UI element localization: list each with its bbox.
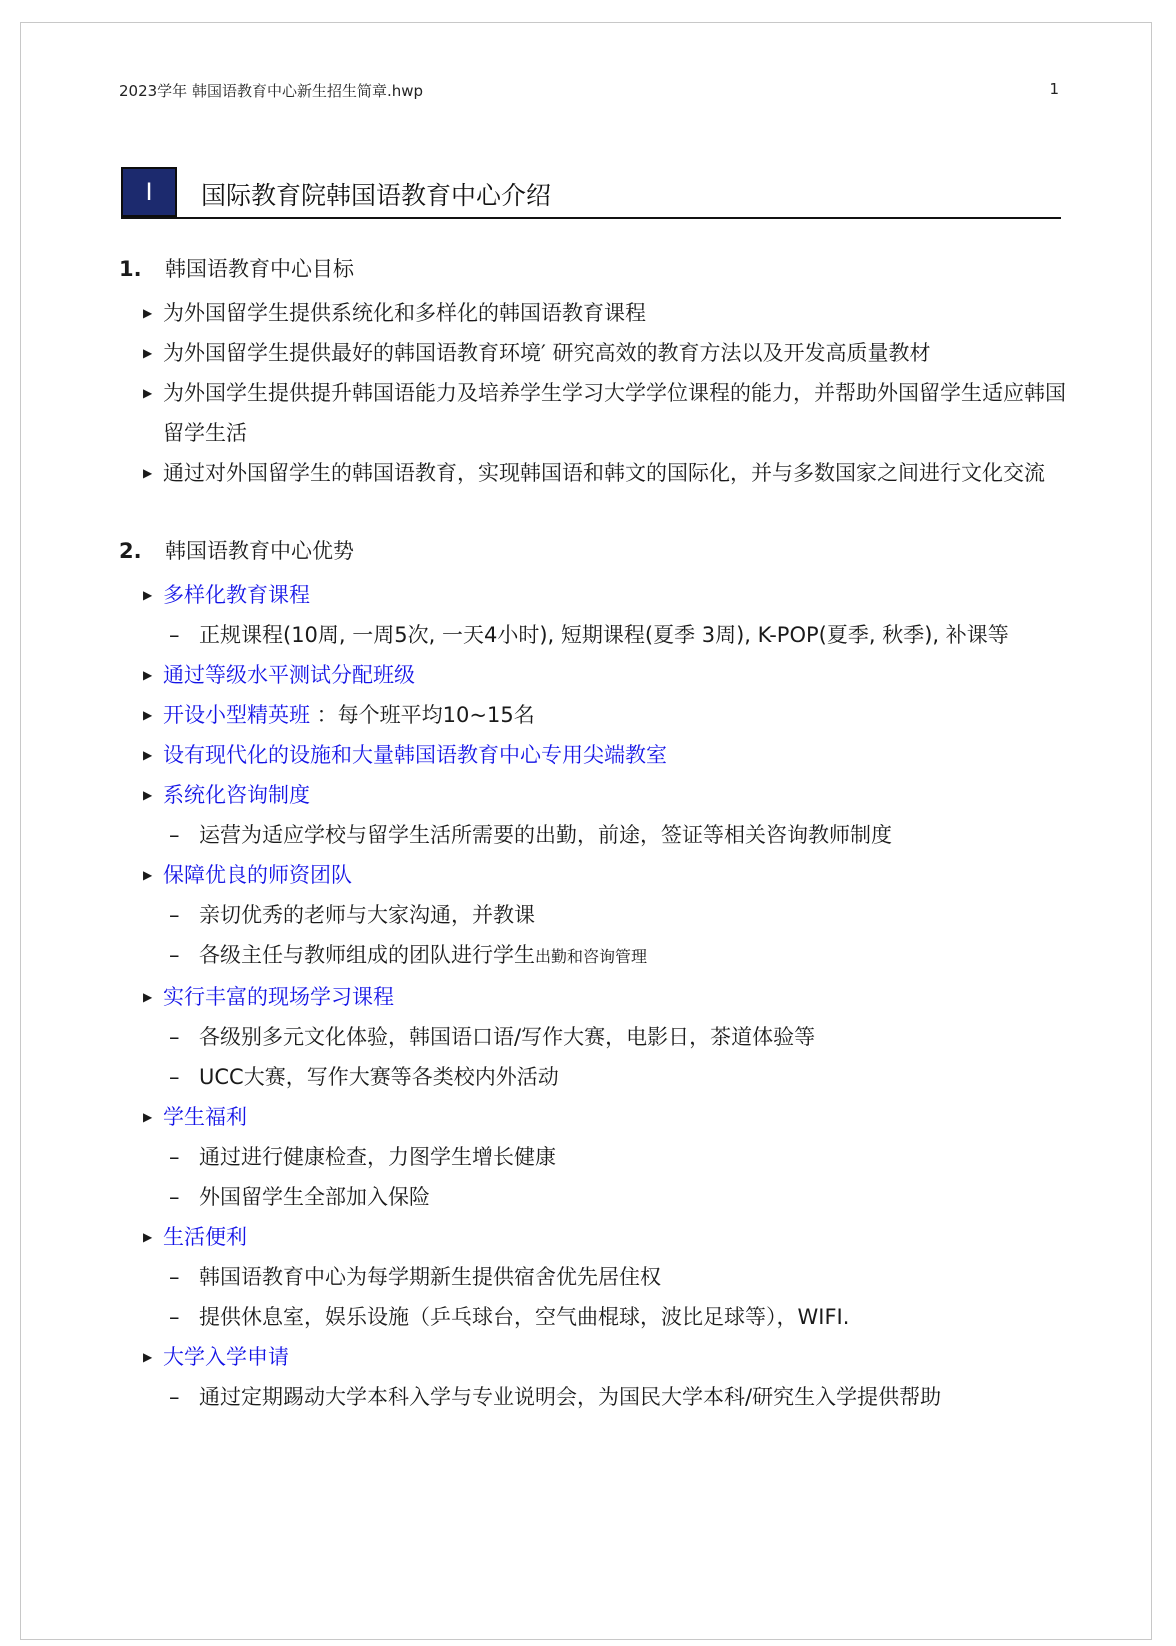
- advantages-heading: [119, 535, 1079, 575]
- advantage-detail-text: 外国留学生全部加入保险: [199, 1185, 430, 1209]
- triangle-bullet-icon: ▶: [143, 788, 153, 802]
- advantage-detail-text: 各级别多元文化体验，韩国语口语/写作大赛，电影日，茶道体验等: [199, 1025, 816, 1049]
- triangle-bullet-icon: ▶: [143, 588, 153, 602]
- advantage-heading: 大学入学申请: [163, 1345, 289, 1369]
- advantage-detail-text: 运营为适应学校与留学生活所需要的出勤，前途，签证等相关咨询教师制度: [199, 823, 892, 847]
- goal-item-text: 为外国留学生提供最好的韩国语教育环境′ 研究高效的教育方法以及开发高质量教材: [163, 341, 931, 365]
- dash-bullet-icon: –: [169, 1385, 180, 1409]
- advantage-detail: [169, 1177, 1079, 1217]
- section-heading: [121, 167, 1061, 219]
- advantage-detail: [169, 815, 1079, 855]
- triangle-bullet-icon: ▶: [143, 1110, 153, 1124]
- advantage-heading: 多样化教育课程: [163, 583, 310, 607]
- advantage-detail-text: 亲切优秀的老师与大家沟通，并教课: [199, 903, 535, 927]
- advantage-detail-text: 通过进行健康检查，力图学生增长健康: [199, 1145, 556, 1169]
- goal-item: [143, 293, 1079, 333]
- advantage-heading: 学生福利: [163, 1105, 247, 1129]
- dash-bullet-icon: –: [169, 1025, 180, 1049]
- section-title: 国际教育院韩国语教育中心介绍: [201, 181, 552, 210]
- advantage-detail: [169, 615, 1079, 655]
- goals-number: 1.: [119, 257, 142, 281]
- advantage-heading: 保障优良的师资团队: [163, 863, 352, 887]
- triangle-bullet-icon: ▶: [143, 708, 153, 722]
- goal-item: [143, 373, 1079, 453]
- dash-bullet-icon: –: [169, 1265, 180, 1289]
- advantage-detail: [169, 1297, 1079, 1337]
- triangle-bullet-icon: ▶: [143, 306, 153, 320]
- advantage-item: [143, 977, 1079, 1017]
- advantage-heading: 设有现代化的设施和大量韩国语教育中心专用尖端教室: [163, 743, 667, 767]
- dash-bullet-icon: –: [169, 623, 180, 647]
- advantage-item: [143, 575, 1079, 615]
- advantage-detail-text: UCC大赛，写作大赛等各类校内外活动: [199, 1065, 559, 1089]
- advantage-item: [143, 775, 1079, 815]
- advantage-heading: 通过等级水平测试分配班级: [163, 663, 415, 687]
- advantage-suffix: ：每个班平均10~15名: [310, 703, 535, 727]
- advantage-detail-text: 韩国语教育中心为每学期新生提供宿舍优先居住权: [199, 1265, 661, 1289]
- advantage-detail: [169, 1377, 1079, 1417]
- triangle-bullet-icon: ▶: [143, 386, 153, 400]
- advantage-detail: [169, 935, 1079, 977]
- advantage-item: [143, 855, 1079, 895]
- dash-bullet-icon: –: [169, 1305, 180, 1329]
- advantage-detail-text: 正规课程(10周, 一周5次, 一天4小时), 短期课程(夏季 3周), K-POP(夏季, 秋季), 补课等: [199, 623, 1009, 647]
- triangle-bullet-icon: ▶: [143, 668, 153, 682]
- advantage-heading: 系统化咨询制度: [163, 783, 310, 807]
- advantage-detail: [169, 1257, 1079, 1297]
- header-page-number: 1: [1049, 80, 1059, 98]
- advantage-item: [143, 735, 1079, 775]
- advantage-detail: [169, 1017, 1079, 1057]
- advantage-detail: [169, 1137, 1079, 1177]
- goal-item: [143, 333, 1079, 373]
- dash-bullet-icon: –: [169, 823, 180, 847]
- triangle-bullet-icon: ▶: [143, 346, 153, 360]
- advantage-item: [143, 695, 1079, 735]
- triangle-bullet-icon: ▶: [143, 990, 153, 1004]
- advantage-item: [143, 1337, 1079, 1377]
- advantage-detail: [169, 1057, 1079, 1097]
- goals-heading: [119, 253, 1079, 293]
- document-content: [119, 253, 1079, 1417]
- triangle-bullet-icon: ▶: [143, 1350, 153, 1364]
- dash-bullet-icon: –: [169, 1065, 180, 1089]
- goal-item-text: 通过对外国留学生的韩国语教育，实现韩国语和韩文的国际化，并与多数国家之间进行文化交流: [163, 461, 1045, 485]
- advantage-heading: 实行丰富的现场学习课程: [163, 985, 394, 1009]
- triangle-bullet-icon: ▶: [143, 868, 153, 882]
- section-number-box: I: [121, 167, 177, 217]
- goal-item: [143, 453, 1079, 493]
- header-filename: 2023学年 韩国语教育中心新生招生简章.hwp: [119, 82, 424, 100]
- triangle-bullet-icon: ▶: [143, 466, 153, 480]
- advantage-heading: 生活便利: [163, 1225, 247, 1249]
- dash-bullet-icon: –: [169, 1185, 180, 1209]
- advantage-detail-text: 通过定期踢动大学本科入学与专业说明会，为国民大学本科/研究生入学提供帮助: [199, 1385, 942, 1409]
- triangle-bullet-icon: ▶: [143, 748, 153, 762]
- advantage-item: [143, 1217, 1079, 1257]
- advantage-item: [143, 655, 1079, 695]
- advantage-detail: [169, 895, 1079, 935]
- goals-title: 韩国语教育中心目标: [165, 257, 354, 281]
- dash-bullet-icon: –: [169, 943, 180, 967]
- goal-item-text: 为外国学生提供提升韩国语能力及培养学生学习大学学位课程的能力，并帮助外国留学生适应韩国留学生活: [163, 381, 1066, 445]
- dash-bullet-icon: –: [169, 1145, 180, 1169]
- advantages-title: 韩国语教育中心优势: [165, 539, 354, 563]
- triangle-bullet-icon: ▶: [143, 1230, 153, 1244]
- goal-item-text: 为外国留学生提供系统化和多样化的韩国语教育课程: [163, 301, 646, 325]
- dash-bullet-icon: –: [169, 903, 180, 927]
- advantage-item: [143, 1097, 1079, 1137]
- advantage-heading: 开设小型精英班: [163, 703, 310, 727]
- advantages-number: 2.: [119, 539, 142, 563]
- advantage-detail-text: 各级主任与教师组成的团队进行学生: [199, 943, 535, 967]
- advantage-detail-text: 提供休息室，娱乐设施（乒乓球台，空气曲棍球，波比足球等），WIFI.: [199, 1305, 850, 1329]
- advantage-detail-small-text: 出勤和咨询管理: [535, 947, 648, 966]
